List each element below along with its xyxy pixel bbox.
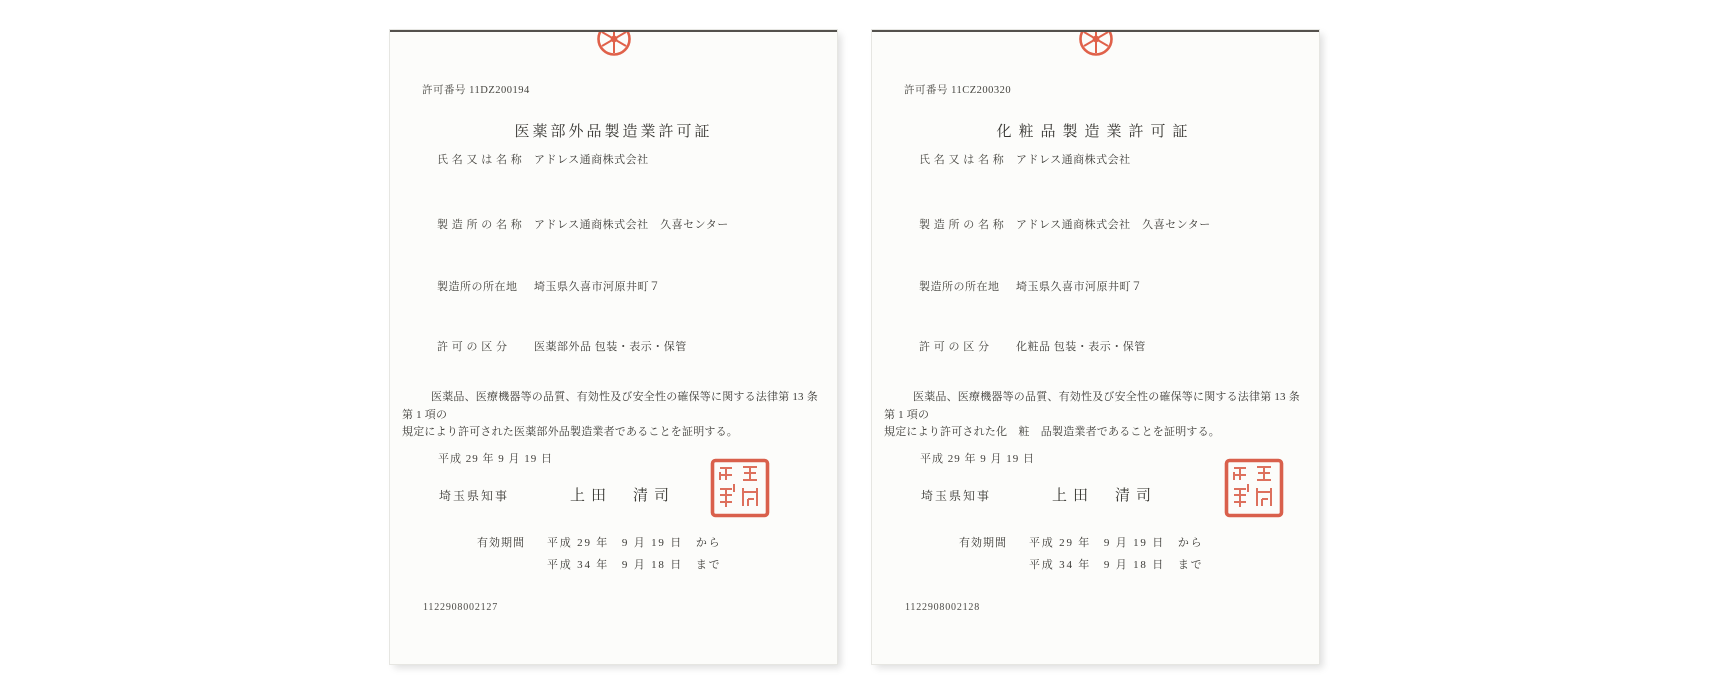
- governor-seal-icon: [710, 458, 770, 518]
- field-value: アドレス通商株式会社: [534, 154, 649, 166]
- permit-number: 許可番号 11CZ200320: [904, 85, 1012, 96]
- field-row-factory-name: [919, 216, 1305, 232]
- field-label: 氏 名 又 は 名 称: [437, 154, 523, 166]
- prefecture-emblem-icon: [594, 30, 634, 59]
- prefecture-emblem-icon: [1076, 30, 1116, 59]
- field-value: アドレス通商株式会社: [1016, 154, 1131, 166]
- field-row-name: [437, 151, 823, 167]
- certification-text-line2: 規定により許可された医薬部外品製造業者であることを証明する。: [402, 426, 738, 438]
- certification-text-line1: 医薬品、医療機器等の品質、有効性及び安全性の確保等に関する法律第 13 条第 1 項の: [402, 391, 818, 421]
- certification-text: [402, 389, 823, 442]
- field-value: 化粧品 包装・表示・保管: [1016, 341, 1146, 353]
- field-value: 埼玉県久喜市河原井町７: [1016, 281, 1143, 293]
- validity-from-date: 平成 29 年 9 月 19 日 から: [547, 537, 722, 549]
- permit-number: 許可番号 11DZ200194: [422, 85, 530, 96]
- validity-to-date: 平成 34 年 9 月 18 日 まで: [547, 559, 722, 571]
- certification-text: [884, 389, 1305, 442]
- field-row-name: [919, 151, 1305, 167]
- issuer-title: 埼玉県知事: [439, 489, 510, 503]
- certification-text-line2: 規定により許可された化 粧 品製造業者であることを証明する。: [884, 426, 1220, 438]
- validity-label: 有効期間: [477, 537, 525, 549]
- document-title: 化粧品製造業許可証: [996, 124, 1195, 140]
- document-page-quasi-drug-license: [390, 30, 837, 664]
- field-label: 許 可 の 区 分: [919, 341, 990, 353]
- validity-to-date: 平成 34 年 9 月 18 日 まで: [1029, 559, 1204, 571]
- issue-date: 平成 29 年 9 月 19 日: [438, 453, 553, 465]
- field-row-factory-address: [437, 278, 823, 294]
- field-label: 製 造 所 の 名 称: [437, 219, 523, 231]
- field-value: アドレス通商株式会社 久喜センター: [534, 219, 729, 231]
- field-label: 製 造 所 の 名 称: [919, 219, 1005, 231]
- field-value: アドレス通商株式会社 久喜センター: [1016, 219, 1211, 231]
- validity-from-date: 平成 29 年 9 月 19 日 から: [1029, 537, 1204, 549]
- document-title: 医薬部外品製造業許可証: [514, 124, 713, 140]
- serial-number: 1122908002128: [905, 602, 981, 613]
- governor-seal-icon: [1224, 458, 1284, 518]
- issuer-name: 上田 清司: [1052, 488, 1158, 504]
- field-label: 許 可 の 区 分: [437, 341, 508, 353]
- issuer-title: 埼玉県知事: [921, 489, 992, 503]
- issuer-name: 上田 清司: [570, 488, 676, 504]
- field-value: 医薬部外品 包装・表示・保管: [534, 341, 687, 353]
- field-row-permit-category: [437, 338, 823, 354]
- certification-text-line1: 医薬品、医療機器等の品質、有効性及び安全性の確保等に関する法律第 13 条第 1 項の: [884, 391, 1300, 421]
- document-page-cosmetics-license: [872, 30, 1319, 664]
- field-value: 埼玉県久喜市河原井町７: [534, 281, 661, 293]
- serial-number: 1122908002127: [423, 602, 499, 613]
- field-label: 製造所の所在地: [919, 281, 1000, 293]
- field-row-factory-name: [437, 216, 823, 232]
- issue-date: 平成 29 年 9 月 19 日: [920, 453, 1035, 465]
- validity-label: 有効期間: [959, 537, 1007, 549]
- field-row-factory-address: [919, 278, 1305, 294]
- field-label: 氏 名 又 は 名 称: [919, 154, 1005, 166]
- field-label: 製造所の所在地: [437, 281, 518, 293]
- field-row-permit-category: [919, 338, 1305, 354]
